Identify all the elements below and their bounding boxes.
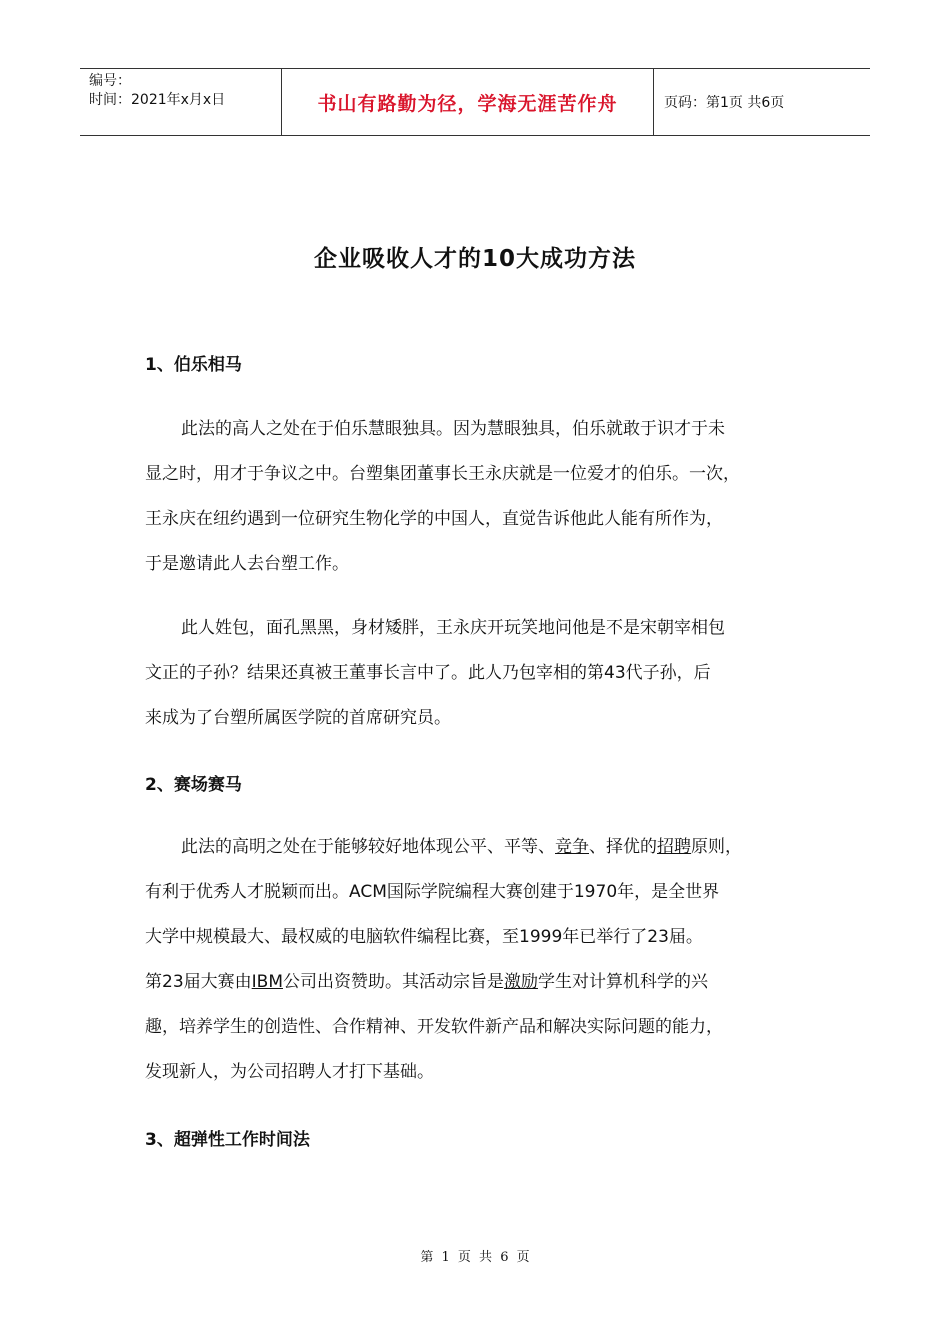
text-line: 显之时，用才于争议之中。台塑集团董事长王永庆就是一位爱才的伯乐。一次， [145, 464, 740, 484]
page-footer: 第 1 页 共 6 页 [420, 1250, 530, 1265]
header-table [80, 68, 870, 136]
link-jingzheng[interactable]: 竞争 [555, 837, 589, 857]
section-1-paragraph-1 [145, 407, 805, 587]
text-line: 文正的子孙？结果还真被王董事长言中了。此人乃包宰相的第43代子孙，后 [145, 663, 711, 683]
text-line: 此人姓包，面孔黑黑，身材矮胖，王永庆开玩笑地问他是不是宋朝宰相包 [181, 618, 725, 638]
text-segment: 原则， [691, 837, 742, 857]
section-heading-3: 3、超弹性工作时间法 [145, 1130, 310, 1150]
text-line [145, 960, 805, 1005]
text-segment: 第23届大赛由 [145, 972, 252, 992]
document-title: 企业吸收人才的10大成功方法 [313, 246, 636, 272]
section-heading-2: 2、赛场赛马 [145, 775, 242, 795]
text-segment: 学生对计算机科学的兴 [537, 972, 708, 992]
page-info: 页码：第1页 共6页 [664, 95, 785, 111]
section-1-paragraph-2 [145, 606, 805, 741]
link-jili[interactable]: 激励 [503, 972, 538, 992]
link-zhaopin[interactable]: 招聘 [657, 837, 691, 857]
number-label: 编号： [89, 73, 131, 89]
text-segment: 公司出资赞助。其活动宗旨是 [282, 972, 504, 992]
motto: 书山有路勤为径，学海无涯苦作舟 [281, 69, 654, 135]
section-heading-1: 1、伯乐相马 [145, 355, 242, 375]
text-line: 于是邀请此人去台塑工作。 [145, 554, 349, 574]
text-line: 有利于优秀人才脱颖而出。ACM国际学院编程大赛创建于1970年，是全世界 [145, 882, 720, 902]
time-label: 时间：2021年x月x日 [89, 92, 226, 108]
text-line: 王永庆在纽约遇到一位研究生物化学的中国人，直觉告诉他此人能有所作为， [145, 509, 723, 529]
text-line: 来成为了台塑所属医学院的首席研究员。 [145, 708, 451, 728]
text-segment: 此法的高明之处在于能够较好地体现公平、平等、 [181, 837, 555, 857]
text-line: 发现新人，为公司招聘人才打下基础。 [145, 1062, 434, 1082]
text-line: 此法的高人之处在于伯乐慧眼独具。因为慧眼独具，伯乐就敢于识才于未 [181, 419, 725, 439]
text-line [145, 825, 805, 870]
header-meta-cell [80, 69, 281, 135]
text-line: 大学中规模最大、最权威的电脑软件编程比赛，至1999年已举行了23届。 [145, 927, 703, 947]
text-line: 趣，培养学生的创造性、合作精神、开发软件新产品和解决实际问题的能力， [145, 1017, 723, 1037]
section-2-paragraph-1 [145, 825, 805, 1095]
link-ibm[interactable]: IBM [251, 972, 283, 992]
text-segment: 、择优的 [589, 837, 657, 857]
